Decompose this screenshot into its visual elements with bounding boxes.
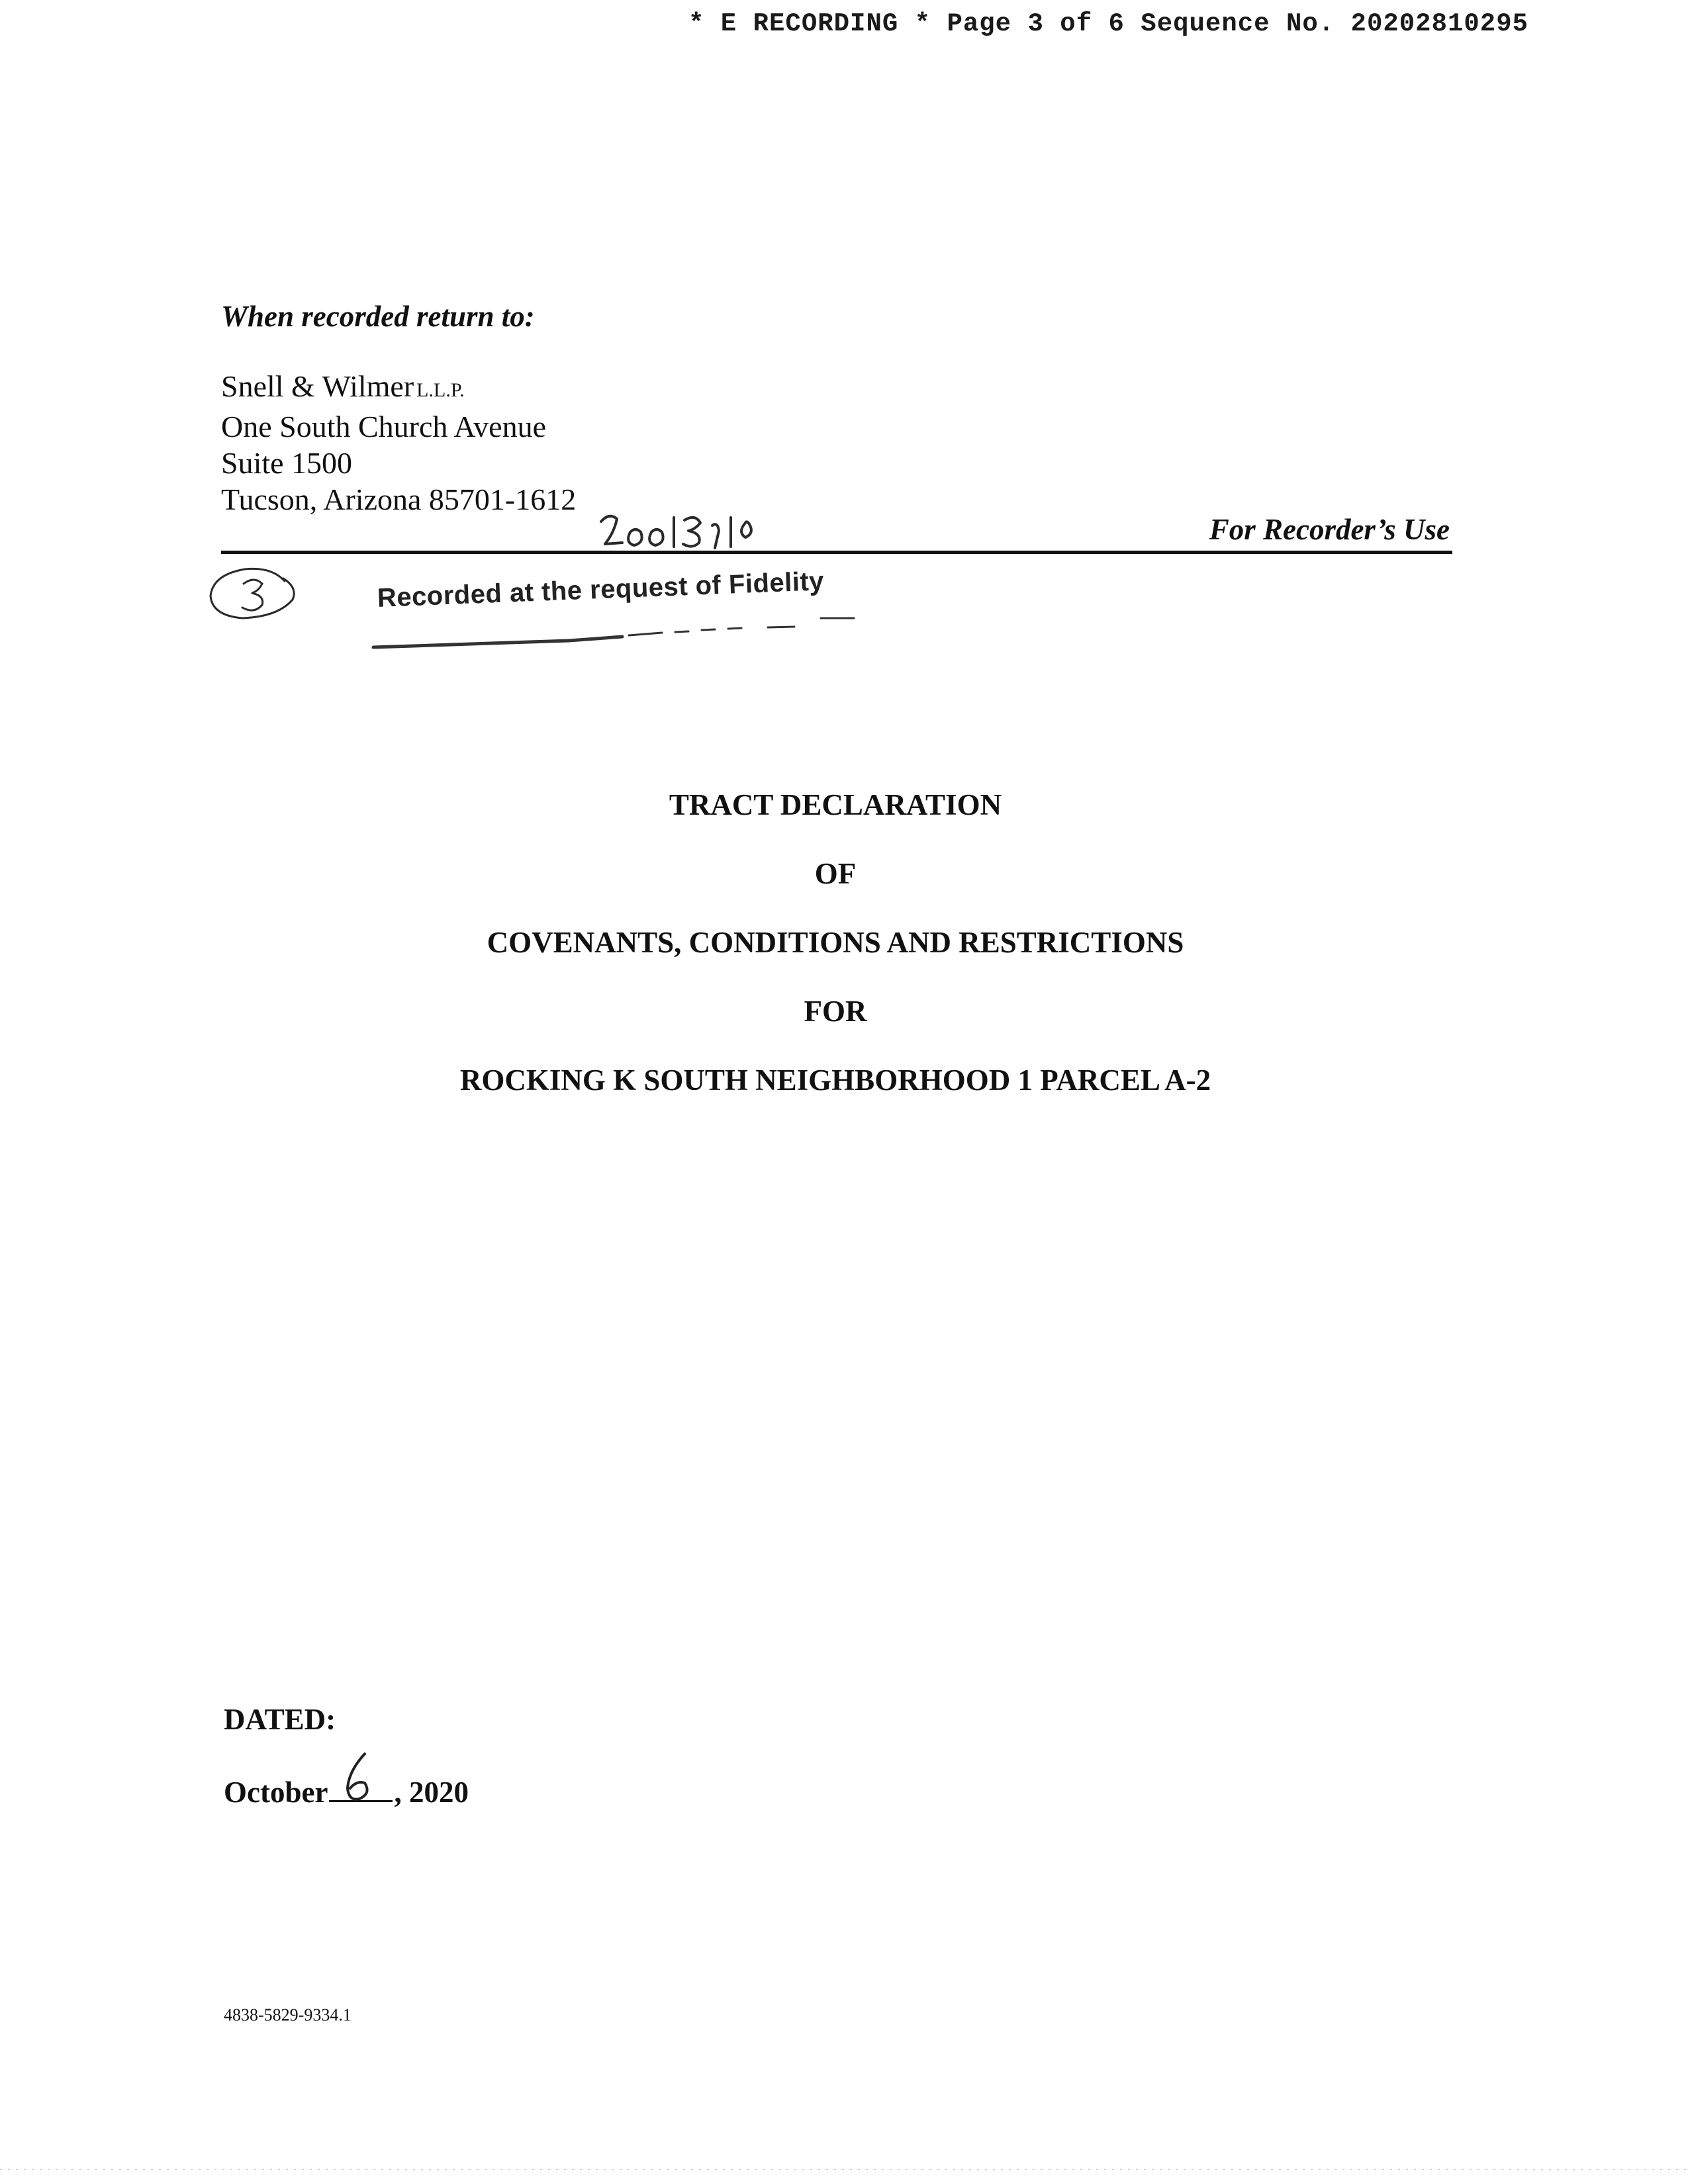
firm-name: Snell & Wilmer [221,369,414,403]
document-title [0,786,1671,1130]
recording-header: * E RECORDING * Page 3 of 6 Sequence No. 20202810295 [688,9,1528,38]
city-state-zip-line: Tucson, Arizona 85701-1612 [221,482,577,516]
handwritten-circled-number [205,561,305,627]
firm-suffix: L.L.P. [416,379,465,401]
dated-label: DATED: [224,1703,336,1736]
header-rule [221,551,1452,554]
handwritten-day [338,1751,385,1804]
stamp-underline [371,615,861,655]
title-line-3: COVENANTS, CONDITIONS AND RESTRICTIONS [487,926,1184,959]
suite-line: Suite 1500 [221,446,353,480]
title-line-2: OF [814,857,857,890]
handwritten-recording-number [596,503,794,556]
return-to-label: When recorded return to: [221,300,535,333]
title-line-5: ROCKING K SOUTH NEIGHBORHOOD 1 PARCEL A-2 [459,1064,1211,1097]
date-year: , 2020 [394,1776,469,1809]
document-number: 4838-5829-9334.1 [224,2005,352,2025]
date-month: October [224,1776,328,1809]
street-line: One South Church Avenue [221,410,547,443]
date-line [224,1771,469,1809]
firm-name-line [221,368,576,408]
return-address [221,368,576,518]
recorders-use-label: For Recorder’s Use [1209,513,1450,546]
recording-stamp: Recorded at the request of Fidelity [377,567,825,613]
title-line-1: TRACT DECLARATION [669,788,1002,821]
date-day-blank [329,1771,393,1802]
scan-edge-artifact [0,2163,1688,2176]
title-line-4: FOR [804,995,867,1028]
